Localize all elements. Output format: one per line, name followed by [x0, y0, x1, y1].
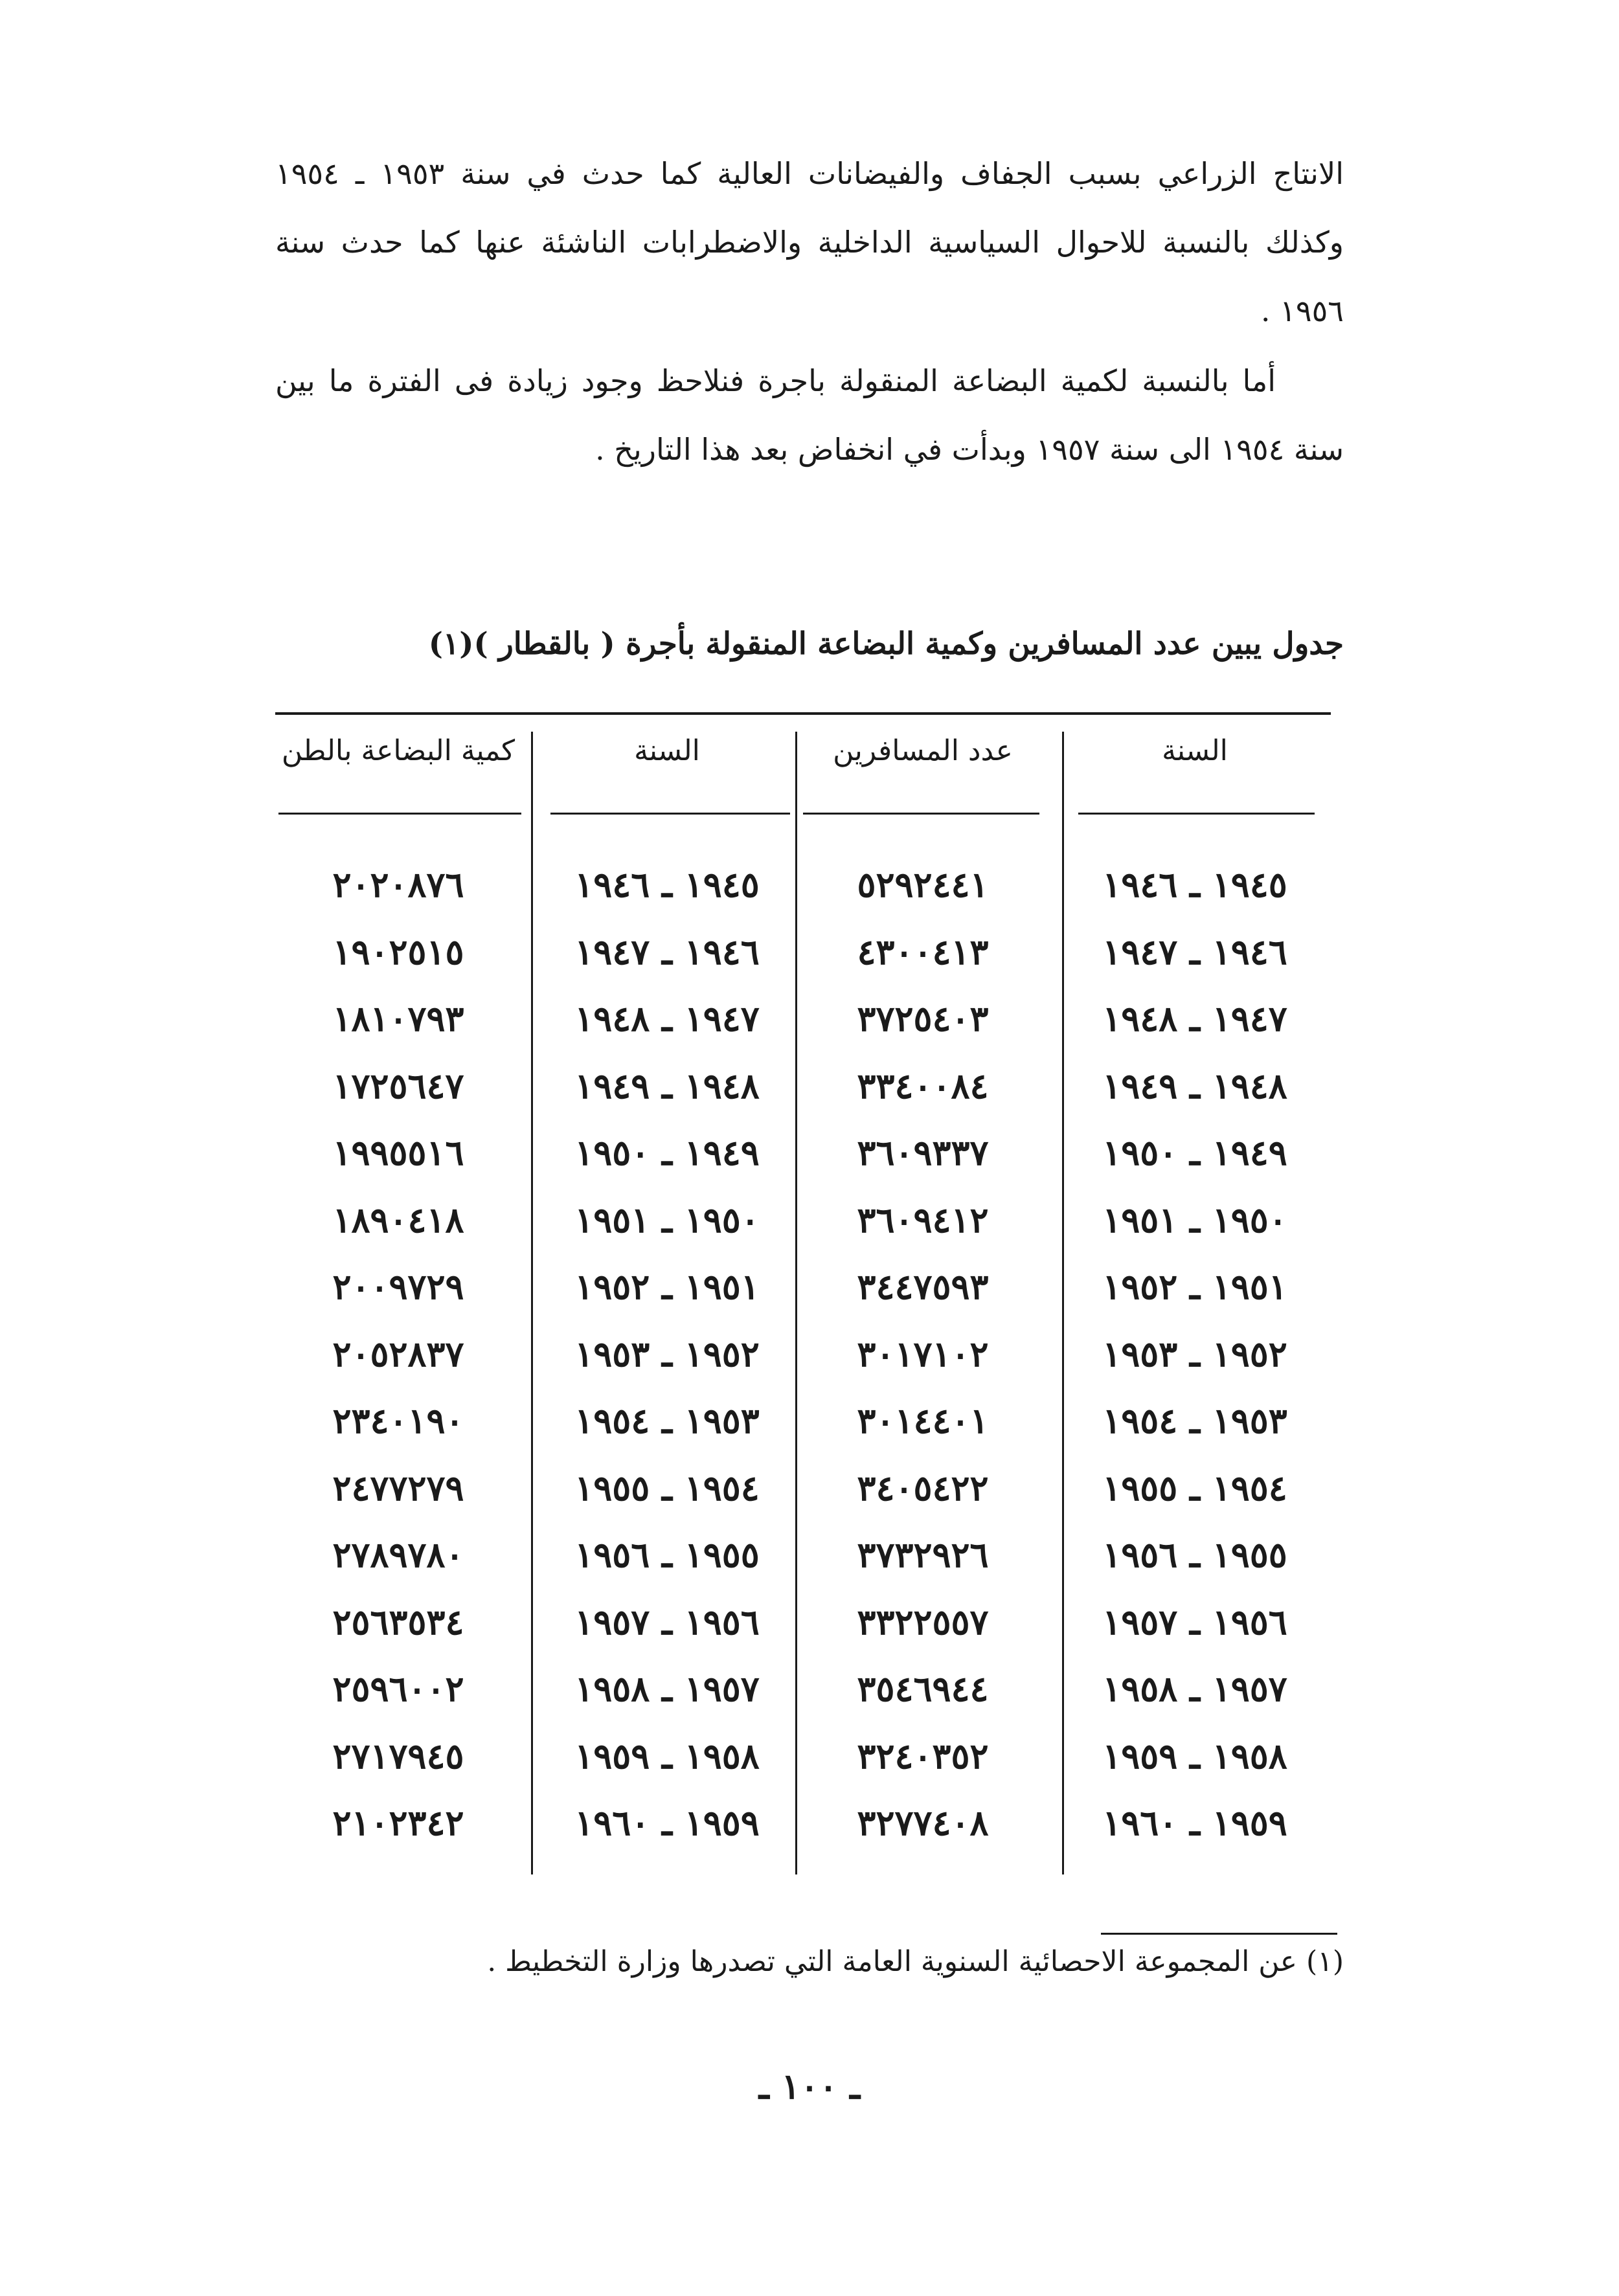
goods-tonnage-cell: ٢٧١٧٩٤٥ — [332, 1735, 464, 1777]
goods-tonnage-cell: ١٩٩٥٥١٦ — [332, 1132, 464, 1173]
goods-tonnage-cell: ٢٣٤٠١٩٠ — [332, 1400, 464, 1441]
row-period-cell: ١٩٥٣ ـ ١٩٥٤ — [574, 1400, 760, 1441]
row-period-cell: ١٩٤٥ ـ ١٩٤٦ — [1102, 864, 1287, 905]
passengers-cell: ٣٤٤٧٥٩٣ — [857, 1266, 989, 1307]
table-row — [0, 1321, 1619, 1388]
goods-tonnage-cell: ٢٥٦٣٥٣٤ — [332, 1601, 464, 1643]
row-period-cell: ١٩٤٨ ـ ١٩٤٩ — [1102, 1064, 1287, 1107]
table-top-rule — [275, 712, 1331, 715]
goods-tonnage-cell: ١٩٠٢٥١٥ — [332, 930, 464, 973]
row-period-cell: ١٩٤٨ ـ ١٩٤٩ — [574, 1064, 760, 1107]
row-period-cell: ١٩٥٨ ـ ١٩٥٩ — [1102, 1735, 1287, 1777]
table-row — [0, 1053, 1619, 1120]
column-header: السنة — [634, 734, 700, 767]
table-row — [0, 1522, 1619, 1589]
goods-tonnage-cell: ٢٠٢٠٨٧٦ — [332, 864, 464, 905]
row-period-cell: ١٩٥٤ ـ ١٩٥٥ — [574, 1467, 760, 1509]
row-period-cell: ١٩٤٩ ـ ١٩٥٠ — [574, 1132, 760, 1173]
row-period-cell: ١٩٥٤ ـ ١٩٥٥ — [1102, 1467, 1287, 1509]
goods-tonnage-cell: ١٨٩٠٤١٨ — [332, 1199, 464, 1241]
passengers-cell: ٣٣٤٠٠٨٤ — [857, 1064, 989, 1107]
header-underline — [278, 813, 521, 815]
table-row — [0, 1790, 1619, 1857]
goods-tonnage-cell: ١٨١٠٧٩٣ — [332, 998, 464, 1039]
row-period-cell: ١٩٥٠ ـ ١٩٥١ — [574, 1199, 760, 1241]
passengers-cell: ٣٠١٧١٠٢ — [857, 1333, 989, 1375]
row-period-cell: ١٩٥٩ ـ ١٩٦٠ — [574, 1802, 760, 1843]
table-row — [0, 1254, 1619, 1321]
column-header: كمية البضاعة بالطن — [281, 734, 515, 767]
row-period-cell: ١٩٤٧ ـ ١٩٤٨ — [1102, 998, 1287, 1039]
passengers-cell: ٣٧٣٢٩٢٦ — [857, 1534, 989, 1575]
footnote: (١) عن المجموعة الاحصائية السنوية العامة التي تصدرها وزارة التخطيط . — [487, 1945, 1344, 1978]
row-period-cell: ١٩٥٨ ـ ١٩٥٩ — [574, 1735, 760, 1777]
row-period-cell: ١٩٤٦ ـ ١٩٤٧ — [574, 930, 760, 973]
body-paragraph: أما بالنسبة لكمية البضاعة المنقولة باجرة فنلاحظ وجود زيادة فى الفترة ما بين سنة ١٩٥٤ الى سنة ١٩٥٧ وبدأت في انخفاض بعد هذا التاريخ . — [275, 363, 1344, 467]
passengers-cell: ٣٢٧٧٤٠٨ — [857, 1802, 989, 1843]
table-row — [0, 851, 1619, 919]
goods-tonnage-cell: ٢٥٩٦٠٠٢ — [332, 1668, 464, 1709]
row-period-cell: ١٩٥٩ ـ ١٩٦٠ — [1102, 1802, 1287, 1843]
table-row — [0, 1187, 1619, 1254]
passengers-cell: ٣٢٤٠٣٥٢ — [857, 1735, 989, 1777]
row-period-cell: ١٩٤٦ ـ ١٩٤٧ — [1102, 930, 1287, 973]
passengers-cell: ٣٦٠٩٤١٢ — [857, 1199, 989, 1241]
table-row — [0, 1589, 1619, 1656]
row-period-cell: ١٩٥٢ ـ ١٩٥٣ — [574, 1333, 760, 1375]
goods-tonnage-cell: ٢٠٠٩٧٢٩ — [332, 1266, 464, 1307]
passengers-cell: ٤٣٠٠٤١٣ — [857, 930, 989, 973]
row-period-cell: ١٩٥٥ ـ ١٩٥٦ — [1102, 1534, 1287, 1575]
row-period-cell: ١٩٥٧ ـ ١٩٥٨ — [1102, 1668, 1287, 1709]
header-underline — [550, 813, 790, 815]
table-row — [0, 1723, 1619, 1790]
goods-tonnage-cell: ٢٧٨٩٧٨٠ — [332, 1534, 464, 1575]
table-row — [0, 1656, 1619, 1723]
row-period-cell: ١٩٤٧ ـ ١٩٤٨ — [574, 998, 760, 1039]
row-period-cell: ١٩٥٥ ـ ١٩٥٦ — [574, 1534, 760, 1575]
passengers-cell: ٣٥٤٦٩٤٤ — [857, 1668, 989, 1709]
passengers-cell: ٣٧٢٥٤٠٣ — [857, 998, 989, 1039]
passengers-cell: ٣٤٠٥٤٢٢ — [857, 1467, 989, 1509]
table-body — [0, 851, 1619, 1857]
row-period-cell: ١٩٥٢ ـ ١٩٥٣ — [1102, 1333, 1287, 1375]
row-period-cell: ١٩٥٦ ـ ١٩٥٧ — [1102, 1601, 1287, 1643]
passengers-cell: ٣٠١٤٤٠١ — [857, 1400, 989, 1441]
row-period-cell: ١٩٥٣ ـ ١٩٥٤ — [1102, 1400, 1287, 1441]
header-underline — [803, 813, 1039, 815]
body-paragraph: الانتاج الزراعي بسبب الجفاف والفيضانات العالية كما حدث في سنة ١٩٥٣ ـ ١٩٥٤ وكذلك بالنسبة للاحوال السياسية الداخلية والاضطرابات الناشئة عنها كما حدث سنة ١٩٥٦ . — [275, 156, 1344, 328]
table-row — [0, 919, 1619, 986]
table-row — [0, 1455, 1619, 1522]
passengers-cell: ٣٦٠٩٣٣٧ — [857, 1132, 989, 1173]
goods-tonnage-cell: ٢٠٥٢٨٣٧ — [332, 1333, 464, 1375]
row-period-cell: ١٩٤٥ ـ ١٩٤٦ — [574, 864, 760, 905]
row-period-cell: ١٩٥١ ـ ١٩٥٢ — [574, 1266, 760, 1307]
footnote-rule — [1101, 1933, 1337, 1935]
goods-tonnage-cell: ٢٤٧٧٢٧٩ — [332, 1467, 464, 1509]
goods-tonnage-cell: ١٧٢٥٦٤٧ — [332, 1064, 464, 1107]
row-period-cell: ١٩٥٠ ـ ١٩٥١ — [1102, 1199, 1287, 1241]
row-period-cell: ١٩٤٩ ـ ١٩٥٠ — [1102, 1132, 1287, 1173]
row-period-cell: ١٩٥١ ـ ١٩٥٢ — [1102, 1266, 1287, 1307]
row-period-cell: ١٩٥٦ ـ ١٩٥٧ — [574, 1601, 760, 1643]
column-header: عدد المسافرين — [833, 734, 1013, 767]
table-row — [0, 1120, 1619, 1187]
table-caption: جدول يبين عدد المسافرين وكمية البضاعة المنقولة بأجرة ( بالقطار )(١) — [428, 626, 1344, 662]
passengers-cell: ٥٢٩٢٤٤١ — [857, 864, 989, 905]
row-period-cell: ١٩٥٧ ـ ١٩٥٨ — [574, 1668, 760, 1709]
table-row — [0, 1388, 1619, 1455]
passengers-cell: ٣٣٢٢٥٥٧ — [857, 1601, 989, 1643]
page-number: ـ ١٠٠ ـ — [758, 2065, 861, 2107]
column-header: السنة — [1162, 734, 1228, 767]
table-row — [0, 985, 1619, 1053]
header-underline — [1078, 813, 1315, 815]
goods-tonnage-cell: ٢١٠٢٣٤٢ — [332, 1802, 464, 1843]
